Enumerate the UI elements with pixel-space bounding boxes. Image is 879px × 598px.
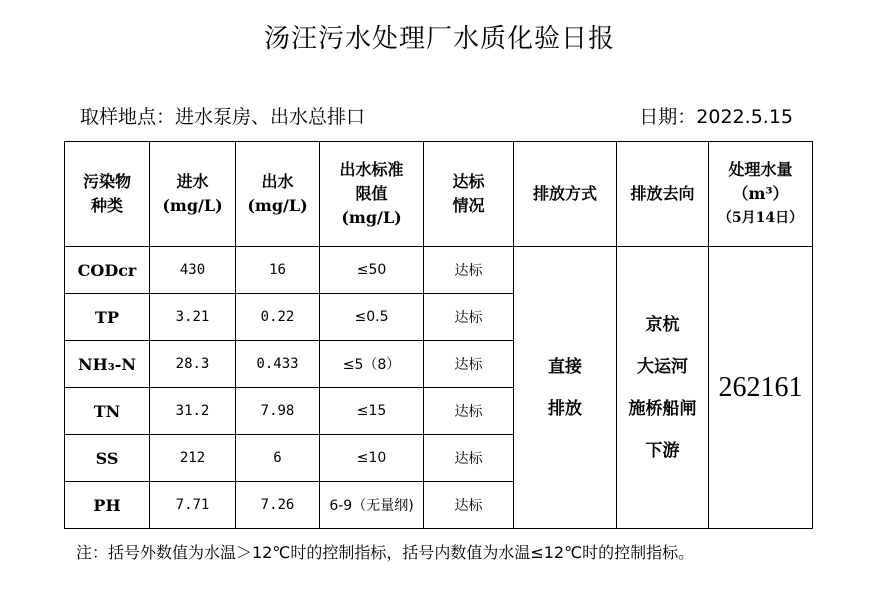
outflow-value: 0.22 xyxy=(236,294,320,341)
outflow-value: 16 xyxy=(236,247,320,294)
outflow-value: 6 xyxy=(236,435,320,482)
pollutant-name: TN xyxy=(65,388,150,435)
inflow-value: 7.71 xyxy=(150,482,236,529)
pollutant-name: TP xyxy=(65,294,150,341)
header-row xyxy=(65,142,813,247)
report-title: 汤汪污水处理厂水质化验日报 xyxy=(263,24,615,54)
outflow-value: 7.98 xyxy=(236,388,320,435)
status-value: 达标 xyxy=(424,482,514,529)
pollutant-name: SS xyxy=(65,435,150,482)
inflow-value: 31.2 xyxy=(150,388,236,435)
outflow-value: 0.433 xyxy=(236,341,320,388)
discharge-dest-cell: 京杭 大运河 施桥船闸 下游 xyxy=(617,247,709,529)
header-limit: 出水标准 限值 (mg/L) xyxy=(320,142,424,247)
inflow-value: 430 xyxy=(150,247,236,294)
status-value: 达标 xyxy=(424,247,514,294)
inflow-value: 28.3 xyxy=(150,341,236,388)
limit-value: ≤0.5 xyxy=(320,294,424,341)
footnote: 注：括号外数值为水温＞12℃时的控制指标，括号内数值为水温≤12℃时的控制指标。 xyxy=(76,543,695,562)
header-status: 达标 情况 xyxy=(424,142,514,247)
header-discharge-dest: 排放去向 xyxy=(617,142,709,247)
limit-value: 6-9（无量纲) xyxy=(320,482,424,529)
pollutant-name: CODcr xyxy=(65,247,150,294)
header-pollutant: 污染物 种类 xyxy=(65,142,150,247)
pollutant-name: PH xyxy=(65,482,150,529)
limit-value: ≤15 xyxy=(320,388,424,435)
pollutant-name: NH₃-N xyxy=(65,341,150,388)
inflow-value: 212 xyxy=(150,435,236,482)
limit-value: ≤50 xyxy=(320,247,424,294)
table-row xyxy=(65,247,813,294)
report-date: 日期：2022.5.15 xyxy=(639,106,793,128)
sampling-location: 取样地点：进水泵房、出水总排口 xyxy=(80,106,366,128)
header-inflow: 进水 (mg/L) xyxy=(150,142,236,247)
header-volume: 处理水量 （m³） （5月14日） xyxy=(709,142,813,247)
status-value: 达标 xyxy=(424,388,514,435)
water-quality-table xyxy=(64,141,813,529)
outflow-value: 7.26 xyxy=(236,482,320,529)
discharge-method-cell: 直接 排放 xyxy=(514,247,617,529)
status-value: 达标 xyxy=(424,341,514,388)
limit-value: ≤10 xyxy=(320,435,424,482)
volume-cell: 262161 xyxy=(709,247,813,529)
header-discharge-method: 排放方式 xyxy=(514,142,617,247)
limit-value: ≤5（8） xyxy=(320,341,424,388)
header-outflow: 出水 (mg/L) xyxy=(236,142,320,247)
status-value: 达标 xyxy=(424,294,514,341)
inflow-value: 3.21 xyxy=(150,294,236,341)
status-value: 达标 xyxy=(424,435,514,482)
